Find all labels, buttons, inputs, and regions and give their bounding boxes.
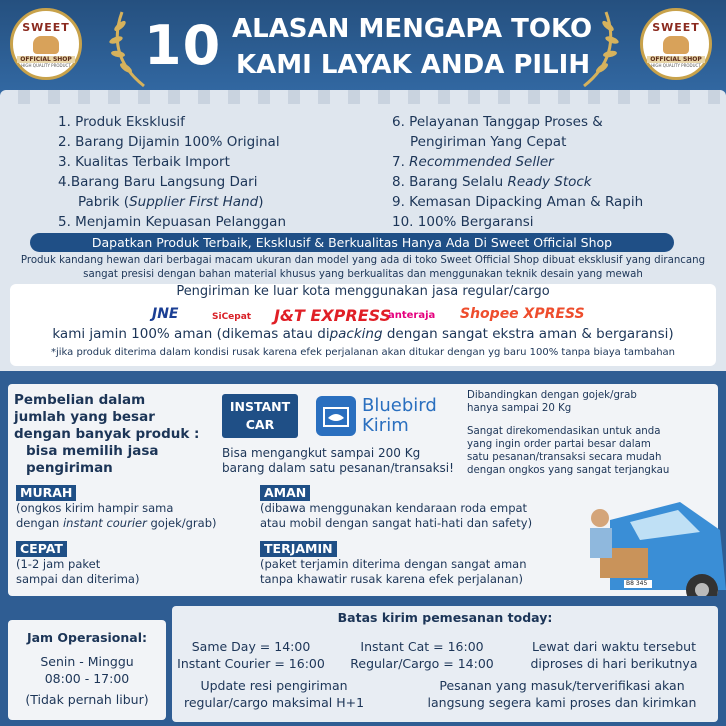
hours-note: (Tidak pernah libur): [25, 692, 149, 707]
recommend-line1: Sangat direkomendasikan untuk anda: [467, 426, 661, 437]
logo-tagline: HIGH QUALITY PRODUCT: [651, 63, 701, 68]
cepat-badge: CEPAT: [16, 541, 67, 557]
reason-3: 3. Kualitas Terbaik Import: [58, 154, 230, 170]
logo-brand: SWEET: [652, 21, 700, 34]
reason-4: 4.Barang Baru Langsung Dari: [58, 174, 258, 190]
cepat-line1: (1-2 jam paket: [16, 557, 101, 571]
cutoff-late-2: diproses di hari berikutnya: [530, 656, 698, 671]
hours-title: Jam Operasional:: [26, 630, 148, 645]
reason-10: 10. 100% Bergaransi: [392, 214, 534, 230]
cutoff-resi-1: Update resi pengiriman: [200, 678, 348, 693]
compare-line1: Dibandingkan dengan gojek/grab: [467, 390, 637, 401]
cutoff-order-2: langsung segera kami proses dan kirimkan: [427, 695, 697, 710]
aman-badge: AMAN: [260, 485, 310, 501]
reason-5: 5. Menjamin Kepuasan Pelanggan: [58, 214, 287, 230]
logo-right: [640, 8, 712, 80]
recommend-line4: dengan ongkos yang sangat terjangkau: [467, 465, 670, 476]
reason-6-cont: Pengiriman Yang Cepat: [410, 134, 567, 150]
reason-8-text: 8. Barang Selalu: [392, 174, 508, 190]
cutoff-instant-cat: Instant Cat = 16:00: [360, 639, 484, 654]
murah-line2a: dengan: [16, 516, 63, 530]
cutoff-regular: Regular/Cargo = 14:00: [350, 656, 494, 671]
banner: Dapatkan Produk Terbaik, Eksklusif & Berkualitas Hanya Ada Di Sweet Official Shop: [30, 233, 674, 252]
bulk-heading: [14, 392, 224, 477]
title-line-1: ALASAN MENGAPA TOKO: [232, 14, 593, 44]
cutoff-order-1: Pesanan yang masuk/terverifikasi akan: [439, 678, 685, 693]
hours-days: Senin - Minggu: [40, 654, 134, 669]
bluebird-icon: [316, 396, 356, 436]
murah-badge: MURAH: [16, 485, 76, 501]
cepat-desc: [16, 557, 139, 587]
hours-body: [8, 653, 166, 708]
logo-left: [10, 8, 82, 80]
capacity-text: [222, 446, 454, 476]
logo-shop: OFFICIAL SHOP: [647, 56, 705, 63]
guarantee-text-c: dengan sangat ekstra aman & bergaransi): [382, 326, 674, 342]
reason-8: [392, 172, 643, 192]
title-line-2: KAMI LAYAK ANDA PILIH: [236, 50, 591, 80]
cutoff-instant-courier: Instant Courier = 16:00: [177, 656, 325, 671]
guarantee-italic: packing: [329, 326, 383, 342]
shipping-title: Pengiriman ke luar kota menggunakan jasa regular/cargo: [176, 284, 550, 299]
aman-line2: atau mobil dengan sangat hati-hati dan safety): [260, 516, 533, 530]
logo-brand: SWEET: [22, 21, 70, 34]
bulk-heading-3: dengan banyak produk :: [14, 426, 200, 442]
aman-line1: (dibawa menggunakan kendaraan roda empat: [260, 501, 528, 515]
cutoff-order: [410, 677, 714, 711]
compare-text: [467, 389, 717, 477]
terjamin-desc: [260, 557, 527, 587]
shipping-note: *jika produk diterima dalam kondisi rusak karena efek perjalanan akan ditukar dengan yg baru 100% tanpa biaya tambahan: [50, 347, 676, 358]
guarantee-text-a: kami jamin 100% aman (dikemas atau di: [52, 326, 330, 342]
reasons-right-list: [392, 112, 643, 232]
reason-7-italic: Recommended Seller: [409, 154, 554, 170]
recommend-line2: yang ingin order partai besar dalam: [467, 439, 651, 450]
courier-jnt: J&T EXPRESS: [274, 306, 392, 325]
license-plate: B8 345: [626, 580, 648, 587]
reason-4-cont: [58, 192, 286, 212]
bulk-heading-2: jumlah yang besar: [14, 409, 155, 425]
murah-line2: [16, 516, 217, 531]
bulk-heading-1: Pembelian dalam: [14, 392, 146, 408]
reason-4-close: ): [258, 194, 264, 210]
bulk-heading-5: pengiriman: [26, 460, 113, 476]
shipping-guarantee: [0, 326, 726, 342]
cutoff-title: Batas kirim pemesanan today:: [337, 610, 553, 625]
capacity-line1: Bisa mengangkut sampai 200 Kg: [222, 446, 421, 460]
bluebird-logo-text: [362, 396, 437, 436]
cutoff-same-day: Same Day = 14:00: [191, 639, 311, 654]
murah-line2c: gojek/grab): [146, 516, 217, 530]
murah-line1: (ongkos kirim hampir sama: [16, 501, 174, 515]
logo-tagline: HIGH QUALITY PRODUCT: [21, 63, 71, 68]
murah-desc: [16, 501, 217, 531]
terjamin-line2: tanpa khawatir rusak karena efek perjalanan): [260, 572, 524, 586]
recommend-line3: satu pesanan/transaksi secara mudah: [467, 452, 662, 463]
courier-shopee-xpress: Shopee XPRESS: [460, 306, 585, 322]
logo-shop: OFFICIAL SHOP: [17, 56, 75, 63]
cutoff-times-1: [176, 638, 326, 672]
terjamin-badge: TERJAMIN: [260, 541, 337, 557]
car-courier-illustration: [570, 500, 726, 596]
instant-car-line2: CAR: [245, 417, 275, 432]
cepat-line2: sampai dan diterima): [16, 572, 140, 586]
courier-anteraja: anteraja: [388, 310, 436, 321]
courier-jne: JNE: [152, 306, 179, 322]
cutoff-late-1: Lewat dari waktu tersebut: [532, 639, 696, 654]
cutoff-resi-2: regular/cargo maksimal H+1: [183, 695, 365, 710]
bluebird-name: Bluebird: [362, 395, 437, 416]
reason-9: 9. Kemasan Dipacking Aman & Rapih: [392, 194, 644, 210]
reason-1: 1. Produk Eksklusif: [58, 114, 185, 130]
courier-sicepat: SiCepat: [212, 312, 252, 322]
reason-7: [392, 152, 643, 172]
compare-line2: hanya sampai 20 Kg: [467, 403, 572, 414]
cutoff-resi: [176, 677, 372, 711]
terjamin-line1: (paket terjamin diterima dengan sangat aman: [260, 557, 527, 571]
description: Produk kandang hewan dari berbagai macam ukuran dan model yang ada di toko Sweet Official Shop dibuat eksklusif yang dirancang sangat presisi dengan bahan material khusus yang berkualitas dan menggunakan teknik desain yang mewah: [20, 255, 706, 280]
bulk-heading-4: bisa memilih jasa: [26, 443, 159, 459]
reason-6: 6. Pelayanan Tanggap Proses &: [392, 114, 603, 130]
instant-car-badge: [222, 394, 298, 438]
reason-2: 2. Barang Dijamin 100% Original: [58, 134, 280, 150]
title-number: 10: [144, 14, 222, 77]
dog-icon: [33, 36, 59, 54]
reasons-left-list: [58, 112, 286, 232]
cutoff-times-2: [340, 638, 504, 672]
bluebird-kirim: Kirim: [362, 415, 409, 436]
capacity-line2: barang dalam satu pesanan/transaksi!: [222, 461, 454, 475]
murah-line2b: instant courier: [62, 516, 147, 530]
reason-7-num: 7.: [392, 154, 410, 170]
dog-icon: [663, 36, 689, 54]
aman-desc: [260, 501, 532, 531]
laurel-left-icon: [100, 6, 150, 90]
reason-4-italic: Supplier First Hand: [129, 194, 259, 210]
hours-time: 08:00 - 17:00: [44, 671, 130, 686]
instant-car-line1: INSTANT: [229, 399, 291, 414]
reason-4-text: Pabrik (: [78, 194, 130, 210]
hours-card: [8, 620, 166, 720]
torn-paper-edge: [0, 90, 726, 104]
reason-8-italic: Ready Stock: [507, 174, 592, 190]
cutoff-late: [514, 638, 714, 672]
